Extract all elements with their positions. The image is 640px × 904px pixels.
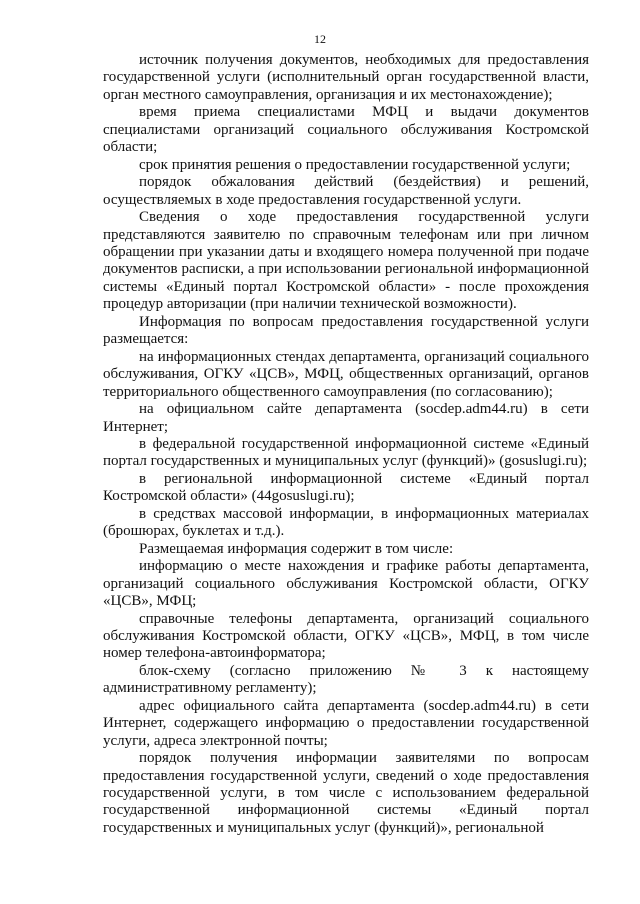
paragraph-official-site: на официальном сайте департамента (socdep.adm44.ru) в сети Интернет; — [103, 401, 589, 435]
paragraph-mass-media: в средствах массовой информации, в информационных материалах (брошюрах, буклетах и т.д.). — [103, 505, 589, 540]
paragraph-reference-phones: справочные телефоны департамента, организаций социального обслуживания Костромской области, ОГКУ «ЦСВ», МФЦ, в том числе номер телефона-автоинформатора; — [103, 610, 589, 662]
paragraph-info-contains: Размещаемая информация содержит в том числе: — [139, 540, 454, 557]
paragraph-flowchart: блок-схему (согласно приложению № 3 к настоящему административному регламенту); — [103, 662, 589, 697]
paragraph-info-placement: Информация по вопросам предоставления государственной услуги размещается: — [103, 313, 589, 348]
paragraph-info-stands: на информационных стендах департамента, организаций социального обслуживания, ОГКУ «ЦСВ», МФЦ, общественных организаций, органов территориального общественного самоуправления (по согласованию); — [103, 348, 589, 400]
page-number: 12 — [314, 32, 326, 46]
paragraph-regional-portal: в региональной информационной системе «Единый портал Костромской области» (44gosuslugi.ru); — [103, 470, 589, 505]
paragraph-appeal-procedure: порядок обжалования действий (бездействия) и решений, осуществляемых в ходе предоставления государственной услуги. — [103, 174, 589, 208]
paragraph-decision-term: срок принятия решения о предоставлении государственной услуги; — [139, 156, 571, 173]
body-text — [103, 52, 589, 837]
paragraph-info-procedure: порядок получения информации заявителями по вопросам предоставления государственной услуги, сведений о ходе предоставления государственной услуги, в том числе с использованием федеральной государственной информационной системы «Единый портал государственных и муниципальных услуг (функций)», региональной — [103, 750, 589, 836]
paragraph-progress-info: Сведения о ходе предоставления государственной услуги представляются заявителю по справочным телефонам или при личном обращении при указании даты и входящего номера полученной при подаче документов расписки, а при использовании региональной информационной системы «Единый портал Костромской области» - после прохождения процедур авторизации (при наличии технической возможности). — [103, 209, 589, 313]
paragraph-site-address: адрес официального сайта департамента (socdep.adm44.ru) в сети Интернет, содержащего информацию о предоставлении государственной услуги, адреса электронной почты; — [103, 697, 589, 749]
paragraph-reception-time: время приема специалистами МФЦ и выдачи документов специалистами организаций социального обслуживания Костромской области; — [103, 104, 589, 156]
paragraph-federal-portal: в федеральной государственной информационной системе «Единый портал государственных и муниципальных услуг (функций)» (gosuslugi.ru); — [103, 435, 589, 470]
paragraph-source: источник получения документов, необходимых для предоставления государственной услуги (исполнительный орган государственной власти, орган местного самоуправления, организация и их местонахождение); — [103, 52, 589, 103]
paragraph-location-schedule: информацию о месте нахождения и графике работы департамента, организаций социального обслуживания Костромской области, ОГКУ «ЦСВ», МФЦ; — [103, 558, 589, 610]
